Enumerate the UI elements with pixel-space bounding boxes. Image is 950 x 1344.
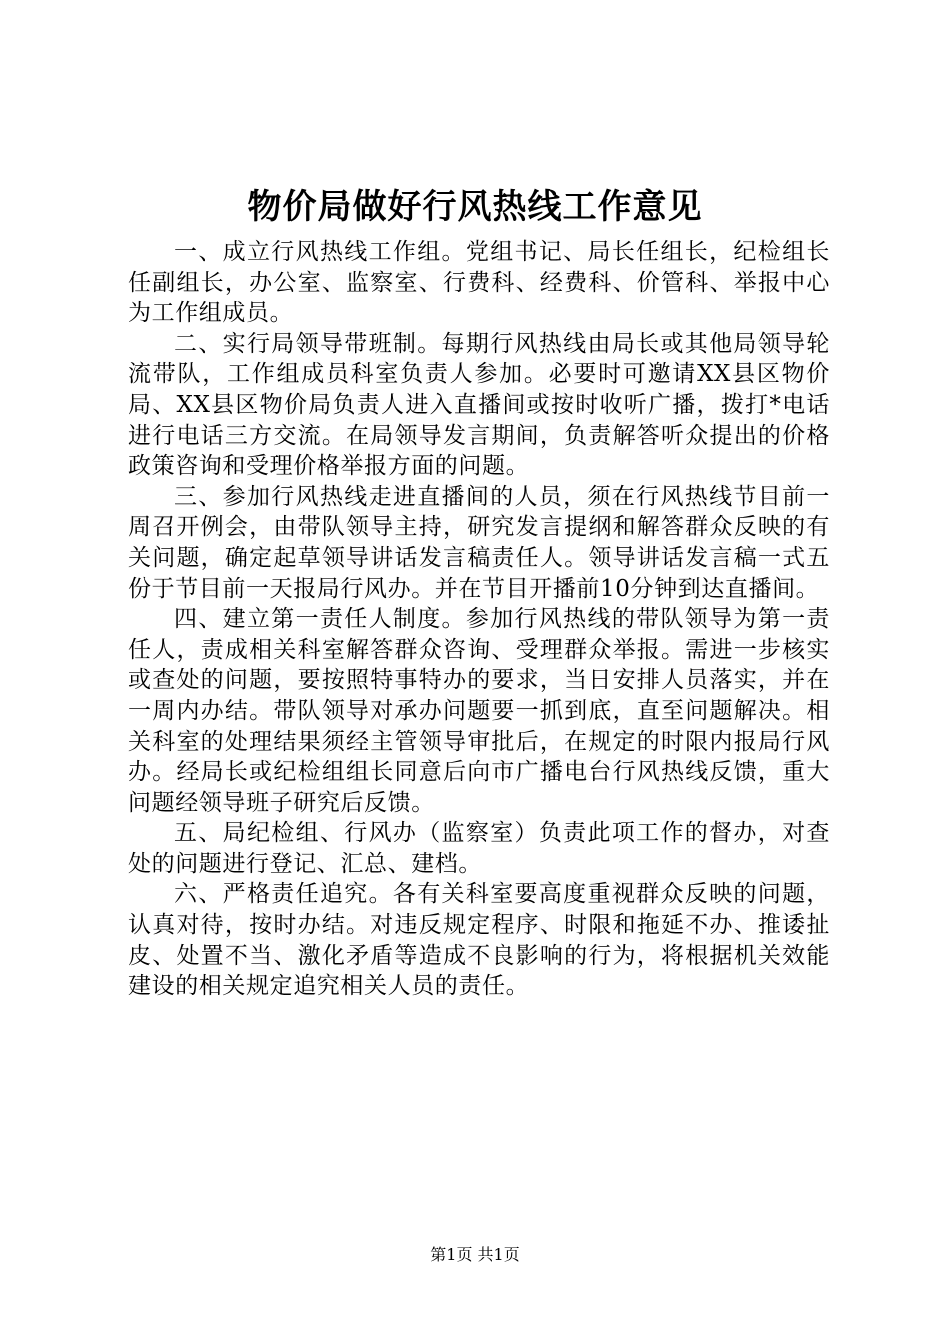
paragraph-1: 一、成立行风热线工作组。党组书记、局长任组长，纪检组长任副组长，办公室、监察室、行费科、经费科、价管科、举报中心为工作组成员。 [128, 239, 830, 327]
paragraph-2: 二、实行局领导带班制。每期行风热线由局长或其他局领导轮流带队，工作组成员科室负责人参加。必要时可邀请XX县区物价局、XX县区物价局负责人进入直播间或按时收听广播，拨打*电话进行电话三方交流。在局领导发言期间，负责解答听众提出的价格政策咨询和受理价格举报方面的问题。 [128, 330, 830, 480]
paragraph-3: 三、参加行风热线走进直播间的人员，须在行风热线节目前一周召开例会，由带队领导主持，研究发言提纲和解答群众反映的有关问题，确定起草领导讲话发言稿责任人。领导讲话发言稿一式五份于节目前一天报局行风办。并在节目开播前10分钟到达直播间。 [128, 483, 830, 602]
paragraph-5: 五、局纪检组、行风办（监察室）负责此项工作的督办，对查处的问题进行登记、汇总、建档。 [128, 820, 830, 877]
paragraph-6: 六、严格责任追究。各有关科室要高度重视群众反映的问题，认真对待，按时办结。对违反规定程序、时限和拖延不办、推诿扯皮、处置不当、激化矛盾等造成不良影响的行为，将根据机关效能建设的相关规定追究相关人员的责任。 [128, 881, 830, 1000]
document-body [128, 237, 830, 1002]
paragraph-4: 四、建立第一责任人制度。参加行风热线的带队领导为第一责任人，责成相关科室解答群众咨询、受理群众举报。需进一步核实或查处的问题，要按照特事特办的要求，当日安排人员落实，并在一周内办结。带队领导对承办问题要一抓到底，直至问题解决。相关科室的处理结果须经主管领导审批后，在规定的时限内报局行风办。经局长或纪检组组长同意后向市广播电台行风热线反馈，重大问题经领导班子研究后反馈。 [128, 606, 830, 816]
page-footer: 第1页 共1页 [430, 1245, 520, 1264]
document-title: 物价局做好行风热线工作意见 [247, 187, 703, 227]
